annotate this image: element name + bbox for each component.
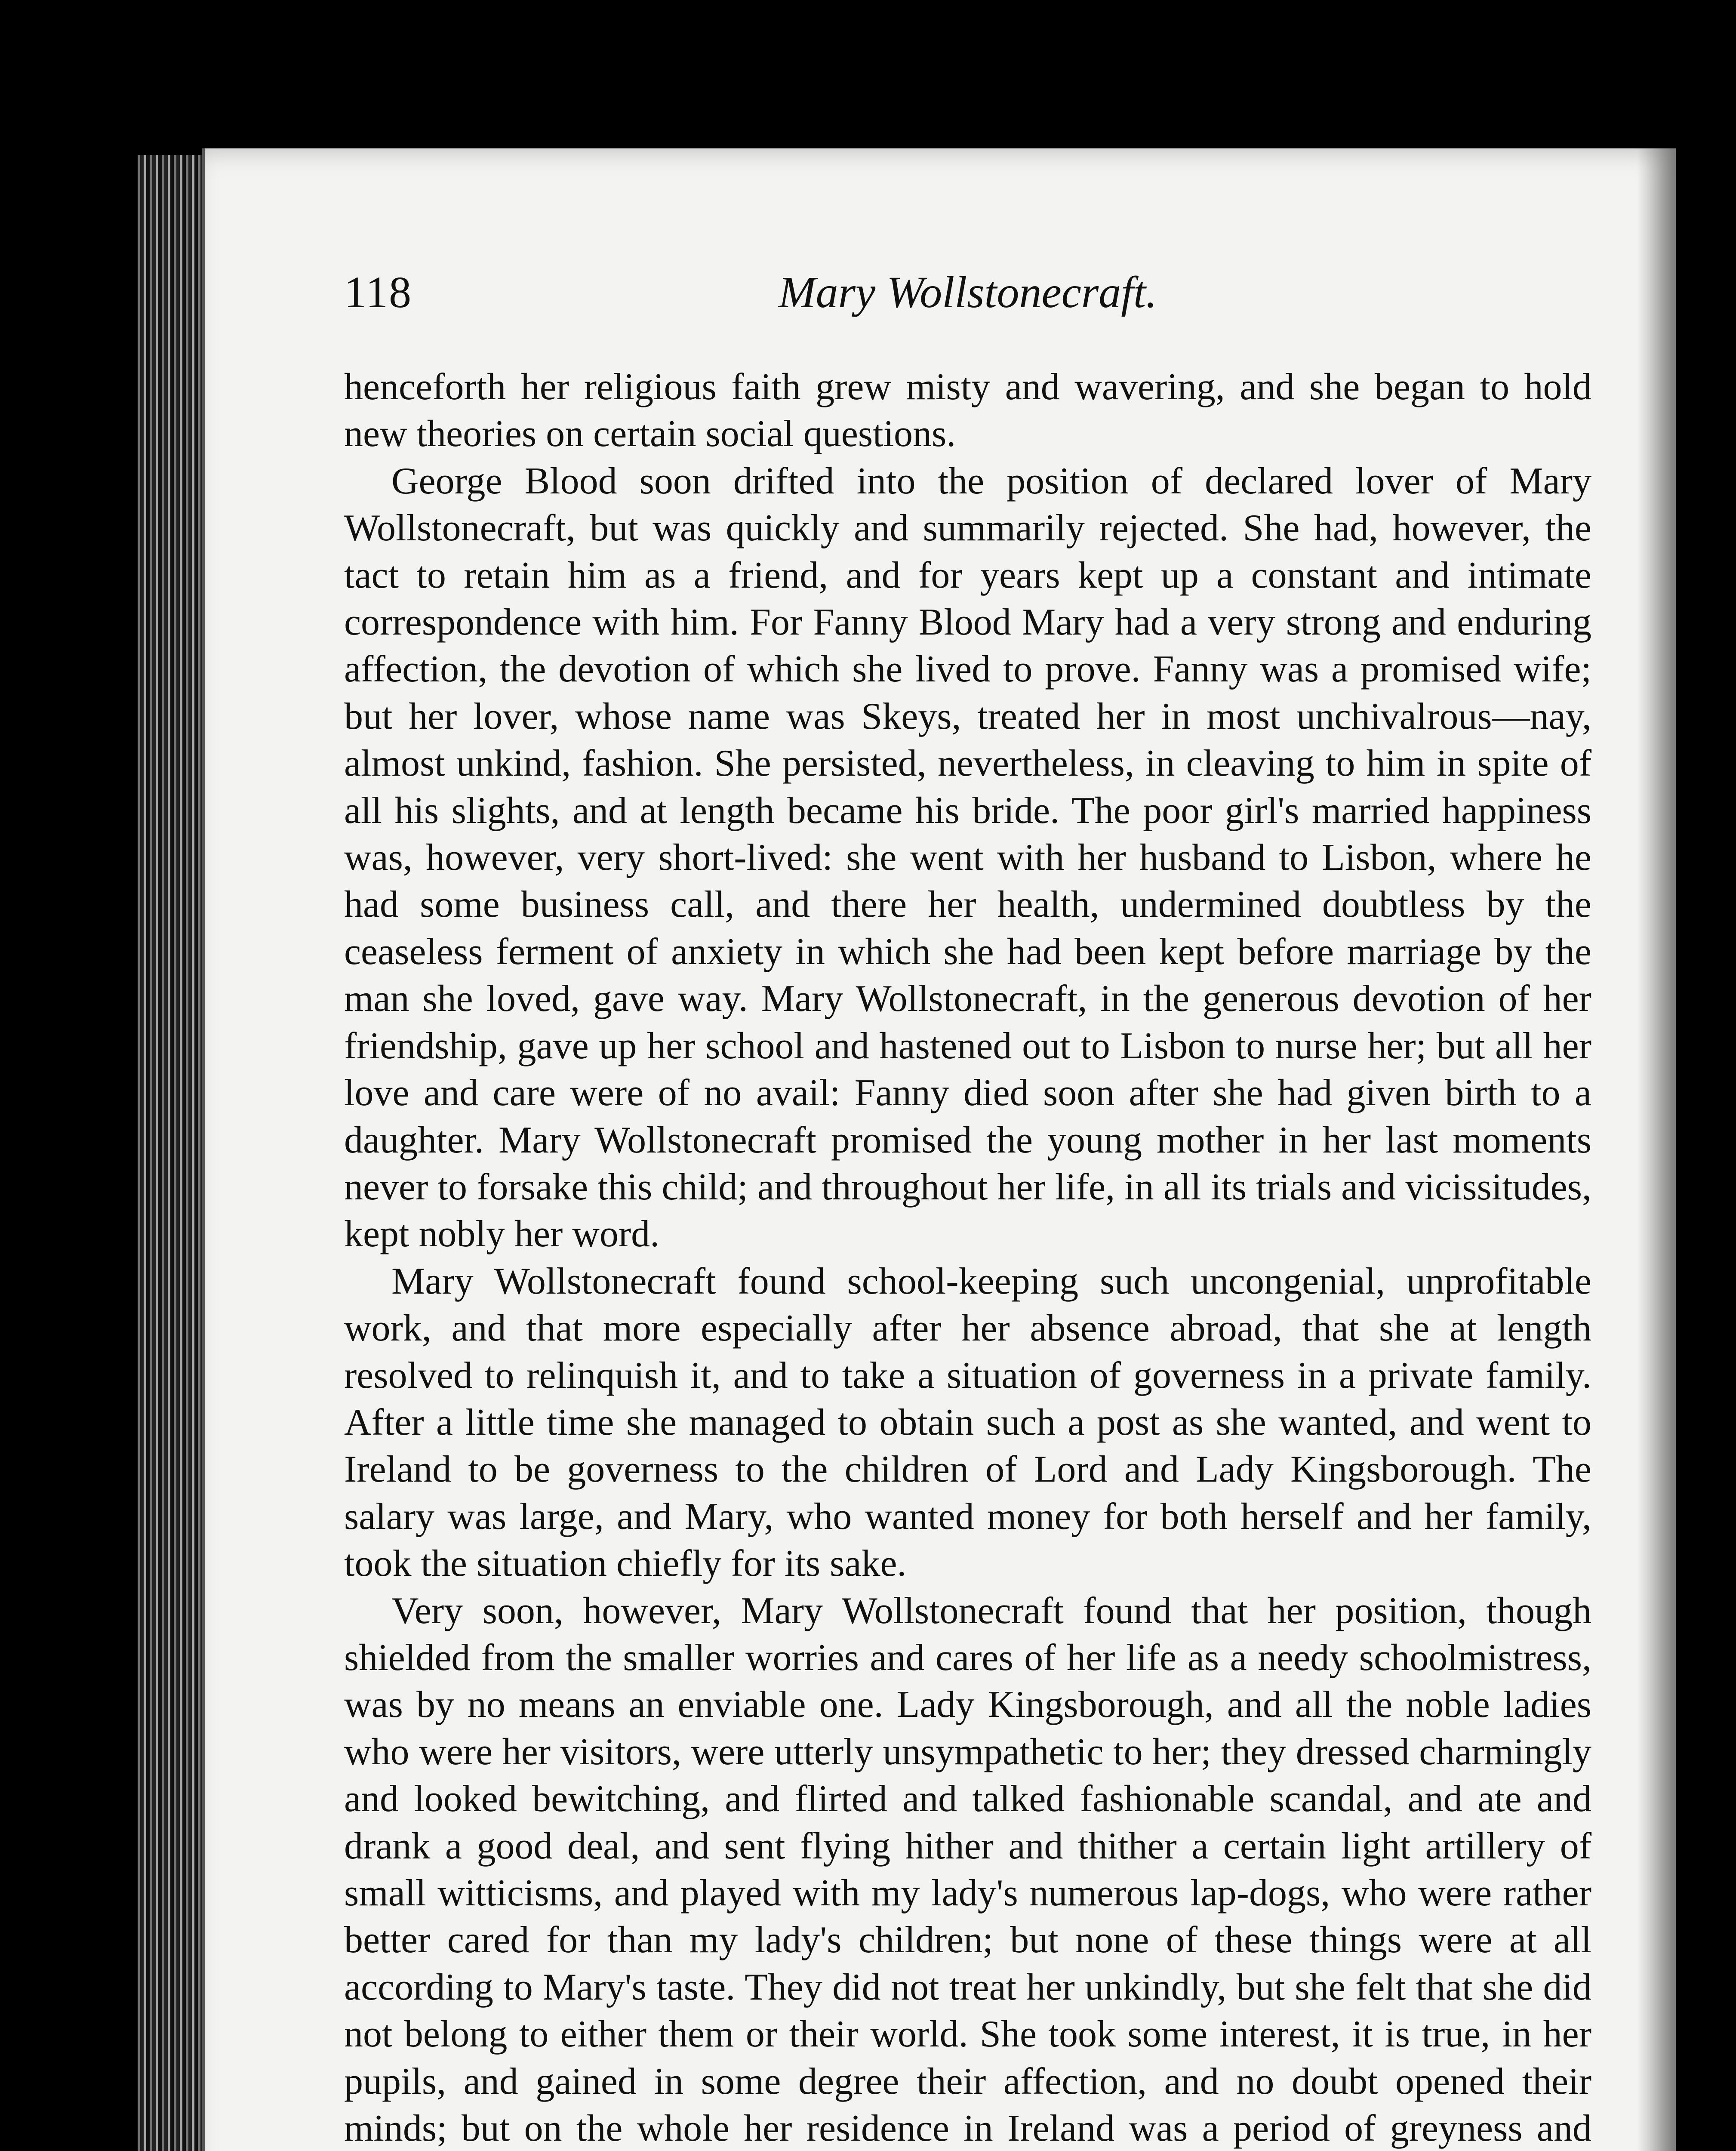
paragraph: Mary Wollstonecraft found school-keeping such uncongenial, unprofitable work, and that more especially after her absence abroad, that she at length resolved to relinquish it, and to take a situation of governess in a private family. After a little time she managed to obtain such a post as she wanted, and went to Ireland to be governess to the children of Lord and Lady Kingsborough. The salary was large, and Mary, who wanted money for both herself and her family, took the situation chiefly for its sake. [344,1260,1591,1585]
body-text [344,364,1591,2151]
paragraph: George Blood soon drifted into the position of declared lover of Mary Wollstonecraft, but was quickly and summarily rejected. She had, however, the tact to retain him as a friend, and for years kept up a constant and intimate correspondence with him. For Fanny Blood Mary had a very strong and enduring affection, the devotion of which she lived to prove. Fanny was a promised wife; but her lover, whose name was Skeys, treated her in most unchivalrous—nay, almost unkind, fashion. She persisted, nevertheless, in cleaving to him in spite of all his slights, and at length became his bride. The poor girl's married happiness was, however, very short-lived: she went with her husband to Lisbon, where he had some business call, and there her health, undermined doubtless by the ceaseless ferment of anxiety in which she had been kept before marriage by the man she loved, gave way. Mary Wollstonecraft, in the generous devotion of her friendship, gave up her school and hastened out to Lisbon to nurse her; but all her love and care were of no avail: Fanny died soon after she had given birth to a daughter. Mary Wollstonecraft promised the young mother in her last moments never to forsake this child; and throughout her life, in all its trials and vicissitudes, kept nobly her word. [344,460,1591,1255]
page-number: 118 [344,268,412,317]
paragraph: Very soon, however, Mary Wollstonecraft found that her position, though shielded from the smaller worries and cares of her life as a needy schoolmistress, was by no means an enviable one. Lady Kingsborough, and all the noble ladies who were her visitors, were utterly unsympathetic to her; they dressed charmingly and looked bewitching, and flirted and talked fashionable scandal, and ate and drank a good deal, and sent flying hither and thither a certain light artillery of small witticisms, and played with my lady's numerous lap-dogs, who were rather better cared for than my lady's children; but none of these things were at all according to Mary's taste. They did not treat her unkindly, but she felt that she did not belong to either them or their world. She took some interest, it is true, in her pupils, and gained in some degree their affection, and no doubt opened their minds; but on the whole her residence in Ireland was a period of greyness and [344,1590,1591,2150]
page-header [344,267,1591,327]
paragraph: henceforth her religious faith grew misty and wavering, and she began to hold new theories on certain social questions. [344,366,1591,455]
running-title: Mary Wollstonecraft. [778,268,1157,317]
